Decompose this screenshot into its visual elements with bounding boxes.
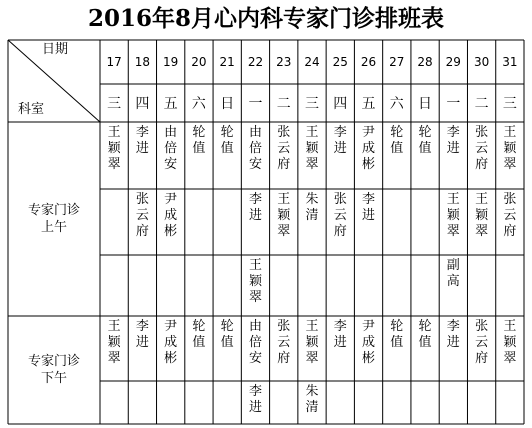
am-doctor-cell: 尹 成 彬 [164, 192, 178, 239]
am-doctor-cell: 轮 值 [220, 125, 234, 156]
pm-doctor-cell: 由 倍 安 [248, 319, 262, 366]
am-doctor-cell: 李 进 [362, 192, 376, 223]
am-doctor-cell: 王 颖 翠 [475, 192, 489, 239]
am-doctor-cell: 王 颖 翠 [107, 125, 121, 172]
date-cell: 21 [219, 55, 235, 69]
am-doctor-cell: 张 云 府 [135, 192, 149, 239]
am-doctor-cell: 轮 值 [192, 125, 206, 156]
am-doctor-cell: 副 高 [446, 258, 460, 289]
am-doctor-cell: 李 进 [248, 192, 262, 223]
date-cell: 28 [417, 55, 433, 69]
date-cell: 24 [304, 55, 320, 69]
date-header-label: 日期 [42, 42, 69, 57]
date-cell: 20 [191, 55, 207, 69]
pm-doctor-cell: 尹 成 彬 [362, 319, 376, 366]
pm-doctor-cell: 王 颖 翠 [503, 319, 517, 366]
am-doctor-cell: 张 云 府 [333, 192, 347, 239]
afternoon-clinic-label: 专家门诊 下午 [27, 354, 80, 386]
date-cell: 27 [389, 55, 405, 69]
am-doctor-cell: 由 倍 安 [164, 125, 178, 172]
am-doctor-cell: 王 颖 翠 [446, 192, 460, 239]
pm-doctor-cell: 朱 清 [305, 384, 319, 415]
weekday-cell: 三 [304, 96, 319, 112]
weekday-cell: 五 [361, 96, 376, 112]
page-title: 2016年8月心内科专家门诊排班表 [87, 5, 445, 32]
date-cell: 29 [445, 55, 461, 69]
date-cell: 19 [163, 55, 179, 69]
am-doctor-cell: 轮 值 [390, 125, 404, 156]
am-doctor-cell: 张 云 府 [503, 192, 517, 239]
weekday-cell: 日 [220, 96, 235, 112]
pm-doctor-cell: 王 颖 翠 [305, 319, 319, 366]
am-doctor-cell: 张 云 府 [277, 125, 291, 172]
pm-doctor-cell: 轮 值 [390, 319, 404, 350]
am-doctor-cell: 张 云 府 [475, 125, 489, 172]
weekday-cell: 二 [474, 96, 489, 112]
pm-doctor-cell: 李 进 [446, 319, 460, 350]
date-cell: 22 [247, 55, 264, 69]
date-cell: 31 [502, 55, 518, 69]
weekday-cell: 一 [446, 96, 461, 112]
weekday-cell: 四 [333, 96, 348, 112]
am-doctor-cell: 李 进 [135, 125, 149, 156]
weekday-cell: 三 [107, 96, 122, 112]
pm-doctor-cell: 张 云 府 [475, 319, 489, 366]
weekday-cell: 三 [502, 96, 517, 112]
pm-doctor-cell: 李 进 [248, 384, 262, 415]
am-doctor-cell: 尹 成 彬 [362, 125, 376, 172]
dept-header-label: 科室 [18, 102, 45, 117]
date-cell: 23 [276, 55, 292, 69]
weekday-cell: 六 [191, 96, 206, 112]
am-doctor-cell: 王 颖 翠 [305, 125, 319, 172]
weekday-cell: 四 [135, 96, 150, 112]
weekday-cell: 六 [389, 96, 404, 112]
pm-doctor-cell: 轮 值 [192, 319, 206, 350]
date-cell: 18 [134, 55, 151, 69]
pm-doctor-cell: 尹 成 彬 [164, 319, 178, 366]
date-cell: 17 [106, 55, 122, 69]
am-doctor-cell: 王 颖 翠 [503, 125, 517, 172]
am-doctor-cell: 由 倍 安 [248, 125, 262, 172]
pm-doctor-cell: 李 进 [333, 319, 347, 350]
weekday-cell: 五 [163, 96, 178, 112]
date-cell: 30 [473, 55, 490, 69]
am-doctor-cell: 王 颖 翠 [248, 258, 262, 305]
date-cell: 26 [360, 55, 377, 69]
pm-doctor-cell: 王 颖 翠 [107, 319, 121, 366]
weekday-cell: 二 [276, 96, 291, 112]
am-doctor-cell: 王 颖 翠 [277, 192, 291, 239]
pm-doctor-cell: 轮 值 [418, 319, 432, 350]
pm-doctor-cell: 张 云 府 [277, 319, 291, 366]
am-doctor-cell: 李 进 [333, 125, 347, 156]
date-cell: 25 [332, 55, 348, 69]
am-doctor-cell: 轮 值 [418, 125, 432, 156]
weekday-cell: 一 [248, 96, 263, 112]
pm-doctor-cell: 轮 值 [220, 319, 234, 350]
am-doctor-cell: 李 进 [446, 125, 460, 156]
weekday-cell: 日 [418, 96, 433, 112]
am-doctor-cell: 朱 清 [305, 192, 319, 223]
pm-doctor-cell: 李 进 [135, 319, 149, 350]
morning-clinic-label: 专家门诊 上午 [27, 203, 80, 235]
